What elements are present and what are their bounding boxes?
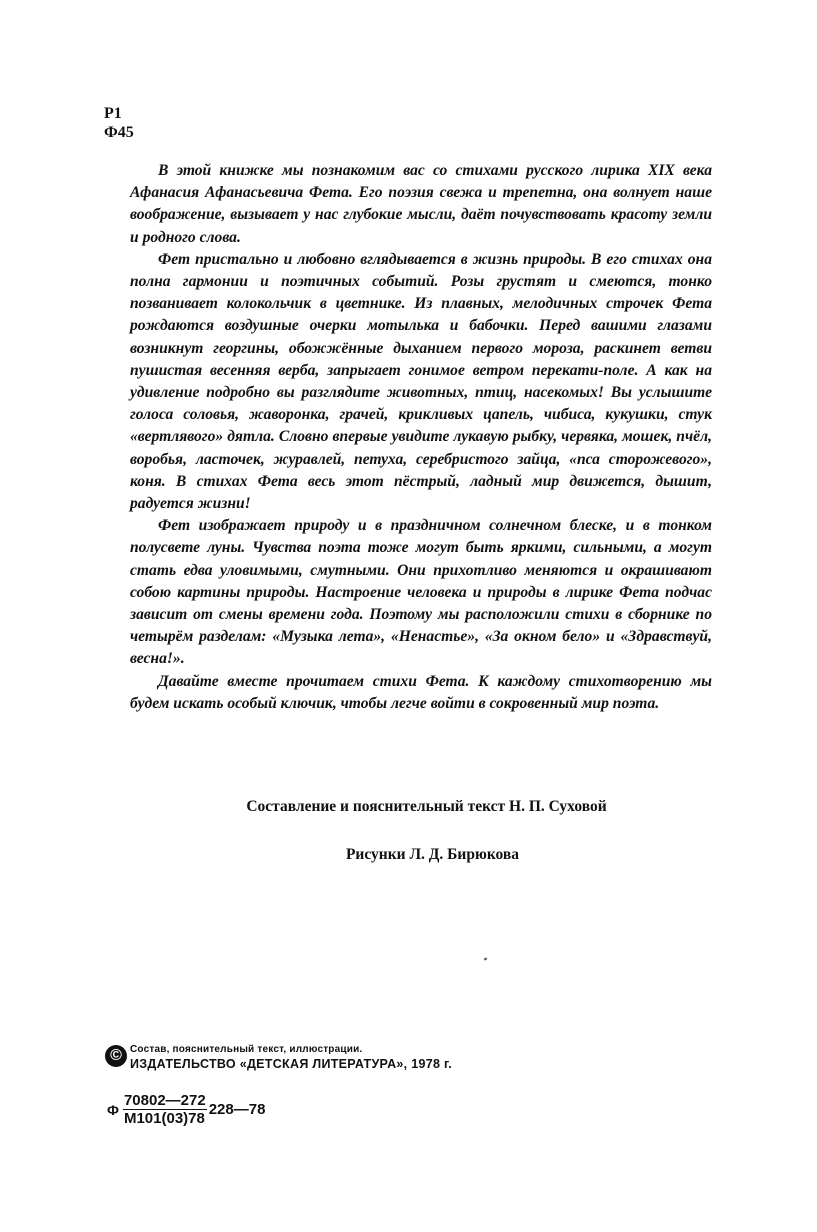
index-denominator: М101(03)78 — [123, 1110, 205, 1127]
print-speck — [484, 957, 488, 960]
intro-text — [130, 160, 712, 715]
illustrator-credit: Рисунки Л. Д. Бирюкова — [345, 846, 520, 863]
publication-index — [107, 1092, 265, 1127]
index-numerator: 70802—272 — [123, 1092, 206, 1109]
compiler-credit: Составление и пояснительный текст Н. П. Суховой — [246, 798, 607, 815]
index-fraction — [123, 1092, 207, 1127]
intro-paragraph-3: Фет изображает природу и в праздничном солнечном блеске, и в тонком полусвете луны. Чувства поэта тоже могут быть яркими, сильными, а могут стать едва уловимыми, смутными. Они прихотливо меняются и окрашивают собою картины природы. Настроение человека и природы в лирике Фета подчас зависит от смены времени года. Поэтому мы расположили стихи в сборнике по четырём разделам: «Музыка лета», «Ненастье», «За окном бело» и «Здравствуй, весна!». — [130, 517, 712, 668]
copyright-line-1: Состав, пояснительный текст, иллюстрации. — [130, 1044, 363, 1055]
copyright-line-2: ИЗДАТЕЛЬСТВО «ДЕТСКАЯ ЛИТЕРАТУРА», 1978 г. — [130, 1057, 453, 1071]
classification-code — [104, 104, 134, 142]
copyright-icon: © — [105, 1045, 127, 1067]
copyright-text — [130, 1043, 452, 1072]
copyright-block — [105, 1043, 452, 1072]
classification-line-2: Ф45 — [104, 124, 134, 141]
index-letter: Ф — [107, 1101, 119, 1118]
intro-paragraph-4: Давайте вместе прочитаем стихи Фета. К каждому стихотворению мы будем искать особый ключик, чтобы легче войти в сокровенный мир поэта. — [130, 672, 712, 712]
classification-line-1: Р1 — [104, 105, 122, 122]
intro-paragraph-1: В этой книжке мы познакомим вас со стихами русского лирика XIX века Афанасия Афанасьевича Фета. Его поэзия свежа и трепетна, она волнует наше воображение, вызывает у нас глубокие мысли, даёт почувствовать красоту земли и родного слова. — [130, 162, 712, 246]
intro-paragraph-2: Фет пристально и любовно вглядывается в жизнь природы. В его стихах она полна гармонии и поэтичных событий. Розы грустят и смеются, тонко позванивает колокольчик в цветнике. Из плавных, мелодичных строчек Фета рождаются воздушные очерки мотылька и бабочки. Перед вашими глазами возникнут георгины, обожжённые дыханием первого мороза, раскинет ветви пушистая весенняя верба, запрыгает гонимое ветром перекати-поле. А как на удивление подробно вы разглядите животных, птиц, насекомых! Вы услышите голоса соловья, жаворонка, грачей, крикливых цапель, чибиса, кукушки, стук «вертлявого» дятла. Словно впервые увидите лукавую рыбку, червяка, мошек, пчёл, воробья, ласточек, журавлей, петуха, серебристого зайца, «пса сторожевого», коня. В стихах Фета весь этот пёстрый, ладный мир движется, дышит, радуется жизни! — [130, 250, 712, 513]
index-tail: 228—78 — [208, 1101, 266, 1118]
